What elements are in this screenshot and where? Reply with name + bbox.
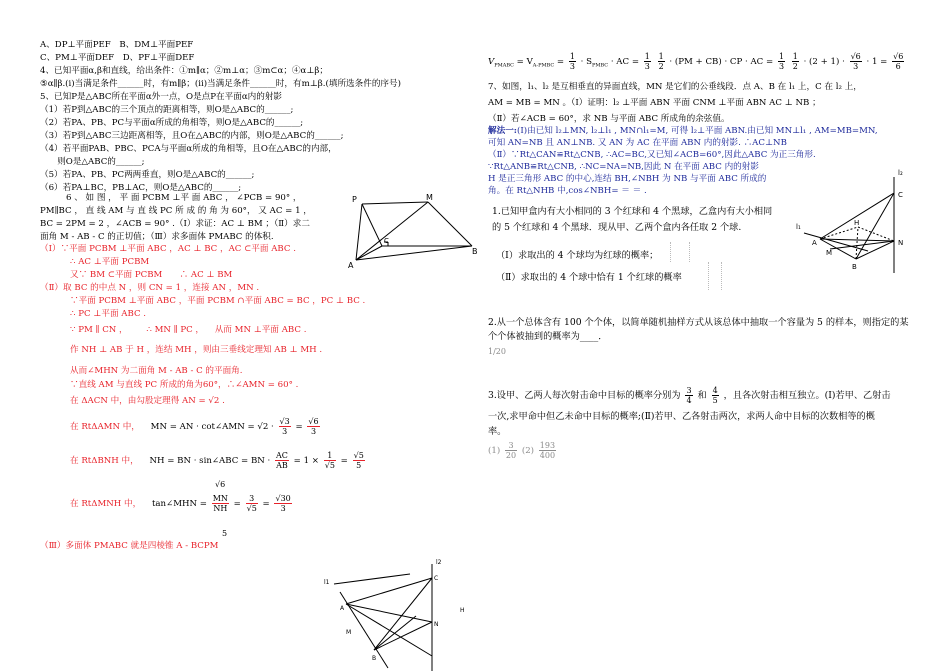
question-6-line: BC = 2PM = 2 ，∠ACB = 90° .（Ⅰ）求证：AC ⊥ BM ；（Ⅱ）求二: [40, 219, 310, 229]
volume-formula: $V_{PMABC} = V_{A-PMBC}$ = $\frac{1}{3}$ · $S_{PMBC}$ · AC = $\frac{1}{3}$ $\frac{1}{2}$ · (PM + CB) · CP · AC = $\frac{1}{3}$ $\frac{1}{2}$ · (2 + 1) · $\frac{√6}{3}$ · 1 = $\frac{√6}{6}$: [488, 52, 904, 71]
text-line: A、DP⊥平面PEF B、DM⊥平面PEF: [40, 40, 194, 50]
text-segment: 5: [222, 529, 228, 538]
point-label: C: [898, 191, 903, 199]
solution-line: （Ⅲ）多面体 PMABC 就是四棱锥 A - BCPM: [40, 541, 219, 551]
skew-lines-figure-2: [796, 165, 946, 273]
question-7-line: （Ⅱ）若∠ACB = 60°，求 NB 与平面 ABC 所成角的余弦值。: [488, 114, 730, 124]
point-label: H: [460, 607, 465, 614]
problem-1-line: 1.已知甲盒内有大小相同的 3 个红球和 4 个黑球，乙盒内有大小相同: [492, 206, 773, 217]
solution-7-line: 可知 AN=NB 且 AN⊥NB. 又 AN 为 AC 在平面 ABN 内的射影. ∴AC⊥NB: [488, 138, 787, 148]
point-label: A: [812, 239, 817, 247]
text-segment: = 1 ×: [293, 456, 319, 466]
line-label: l2: [436, 559, 442, 566]
solution-line: ∵直线 AM 与直线 PC 所成的角为60°，∴∠AMN = 60° .: [70, 380, 299, 390]
text-segment: √6: [215, 480, 226, 489]
text-segment: MN = AN · cot∠AMN = √2 ·: [150, 422, 274, 432]
point-label: P: [352, 195, 357, 204]
fraction: $\frac{√6}{3}$: [850, 52, 861, 71]
text-line: （1）若P到△ABC的三个顶点的距离相等，则O是△ABC的______;: [40, 105, 294, 115]
text-line: （4）若平面PAB、PBC、PCA与平面α所成的角相等，且O在△ABC的内部，: [40, 144, 337, 154]
fraction: $\frac{3}{20}$: [505, 441, 517, 460]
text-segment: 从而 MN ⊥平面 ABC .: [214, 325, 307, 335]
question-6-line: 面角 M - AB - C 的正切值；（Ⅲ）求多面体 PMABC 的体积.: [40, 232, 274, 242]
point-label: A: [340, 605, 345, 612]
fraction: $\frac{1}{3}$: [644, 52, 650, 71]
text-segment: NH = BN · sin∠ABC = BN ·: [149, 456, 271, 466]
text-line: （2）若PA、PB、PC与平面α所成的角相等，则O是△ABC的______;: [40, 118, 304, 128]
question-7-line: 7、如图，l₁、l₂ 是互相垂直的异面直线，MN 是它们的公垂线段．点 A、B 在 l₁ 上，C 在 l₂ 上，: [488, 82, 862, 92]
solution-line: （Ⅱ）取 BC 的中点 N ，则 CN = 1 ，连接 AN ，MN .: [40, 283, 260, 293]
fraction: $\frac{√3}{3}$: [279, 417, 290, 436]
pyramid-figure: [348, 190, 478, 270]
point-label: N: [898, 239, 904, 247]
point-label: A: [348, 261, 354, 270]
text-line: 则O是△ABC的______;: [40, 157, 145, 167]
right-column: [478, 0, 950, 671]
point-label: N: [434, 621, 439, 628]
solution-line: ∴ AC ⊥平面 PCBM: [70, 257, 150, 267]
solution-line: [70, 325, 306, 336]
text-segment: ∵ PM ∥ CN ，: [70, 325, 128, 335]
point-label: M: [426, 193, 433, 202]
faded-answer: [670, 242, 690, 262]
fraction: $\frac{1}{3}$: [778, 52, 785, 71]
point-label: M: [346, 629, 352, 636]
solution-line: ∵平面 PCBM ⊥平面 ABC ，平面 PCBM ∩平面 ABC = BC ，PC ⊥ BC .: [70, 296, 366, 306]
fraction: $\frac{4}{5}$: [712, 386, 718, 405]
fraction: $\frac{√5}{5}$: [353, 451, 364, 470]
question-6-line: 6 、 如 图 ， 平 面 PCBM ⊥平 面 ABC ， ∠PCB = 90° ，: [66, 193, 302, 203]
skew-lines-figure: [320, 556, 470, 671]
solution-line: ∴ PC ⊥平面 ABC .: [70, 309, 147, 319]
problem-1-line: （Ⅰ）求取出的 4 个球均为红球的概率；: [496, 250, 659, 261]
text-segment: tan∠MHN =: [151, 499, 207, 509]
point-label: H: [854, 219, 860, 227]
point-label: B: [472, 247, 478, 256]
solution-7-line: ∵Rt△ANB≌Rt△CNB, ∴NC=NA=NB,因此 N 在平面 ABC 内的射影: [488, 162, 759, 172]
line-label: l₁: [796, 223, 801, 231]
problem-2-line: 2.从一个总体含有 100 个个体，以简单随机抽样方式从该总体中抽取一个容量为 5 的样本，则指定的某: [488, 317, 909, 328]
text-line: 4、已知平面α,β和直线，给出条件：①m∥α；②m⊥α；③m⊂α；④α⊥β；: [40, 66, 328, 76]
question-7-line: AM = MB = MN 。（Ⅰ）证明：l₂ ⊥平面 ABN 平面 CNM ⊥平面 ABN AC ⊥ NB ；: [488, 98, 821, 108]
problem-1-line: （Ⅱ）求取出的 4 个球中恰有 1 个红球的概率: [496, 272, 682, 283]
text-segment: 在 RtΔMNH 中，: [70, 499, 142, 509]
solution-line: 在 ΔACN 中，由勾股定理得 AN = √2 .: [70, 396, 225, 406]
problem-3-answer: (1) $\frac{3}{20}$ (2) $\frac{193}{400}$: [488, 441, 556, 460]
point-label: C: [434, 575, 439, 582]
text-line: （6）若PA⊥BC，PB⊥AC，则O是△ABC的______;: [40, 183, 242, 193]
point-label: C: [384, 237, 389, 245]
point-label: B: [852, 263, 857, 271]
fraction: $\frac{1}{√5}$: [324, 451, 335, 470]
solution-line: 又∵ BM ⊂平面 PCBM ∴ AC ⊥ BM: [70, 270, 233, 280]
solution-7-line: 角。在 Rt△NHB 中,cos∠NBH= ＝ ＝ .: [488, 186, 647, 196]
text-segment: =: [295, 422, 303, 432]
text-segment: =: [233, 499, 241, 509]
fraction: $\frac{√6}{3}$: [308, 417, 319, 436]
problem-2-line: 个个体被抽到的概率为____．: [488, 331, 608, 342]
problem-1-line: 的 5 个红球和 4 个黑球．现从甲、乙两个盒内各任取 2 个球.: [492, 222, 742, 233]
solution-line: [70, 451, 367, 471]
question-6-line: PM∥BC ， 直 线 AM 与 直 线 PC 所 成 的 角 为 60°， 又 AC = 1 ，: [40, 206, 312, 216]
solution-7-line: （Ⅱ）∵Rt△CAN≌Rt△CNB, ∴AC=BC,又已知∠ACB=60°,因此△ABC 为正三角形.: [488, 150, 816, 160]
problem-2-answer: 1/20: [488, 347, 506, 356]
text-line: ⑤α∥β.(ⅰ)当满足条件______时，有m∥β；(ⅱ)当满足条件______时，有m⊥β.(填所选条件的序号): [40, 79, 401, 89]
text-line: （3）若P到△ABC三边距离相等，且O在△ABC的内部，则O是△ABC的______;: [40, 131, 344, 141]
solution-7-line: H 是正三角形 ABC 的中心,连结 BH,∠NBH 为 NB 与平面 ABC 所成的: [488, 174, 767, 184]
text-segment: 在 RtΔAMN 中，: [70, 422, 140, 432]
fraction: $\frac{1}{2}$: [792, 52, 798, 71]
solution-line: （Ⅰ）∵平面 PCBM ⊥平面 ABC ，AC ⊥ BC ，AC ⊂平面 ABC .: [40, 244, 296, 254]
problem-3-line: 一次,求甲命中但乙未命中目标的概率;(Ⅱ)若甲、乙各射击两次，求两人命中目标的次数相等的概: [488, 411, 875, 422]
text-line: （5）若PA、PB、PC两两垂直，则O是△ABC的______;: [40, 170, 255, 180]
line-label: l1: [324, 579, 330, 586]
solution-line: [70, 417, 322, 437]
text-line: 5、已知P是△ABC所在平面α外一点，O是点P在平面α内的射影: [40, 92, 283, 102]
text-segment: ∴ MN ∥ PC ，: [146, 325, 205, 335]
fraction: $\frac{193}{400}$: [539, 441, 556, 460]
text-segment: 在 RtΔBNH 中，: [70, 456, 139, 466]
text-segment: =: [262, 499, 270, 509]
fraction: $\frac{1}{3}$: [569, 52, 575, 71]
solution-line: 作 NH ⊥ AB 于 H ，连结 MH ，则由三垂线定理知 AB ⊥ MH .: [70, 345, 323, 355]
problem-3-line: 3.设甲、乙两人每次射击命中目标的概率分别为 $\frac{3}{4}$ 和 $\frac{4}{5}$ ，且各次射击相互独立。(Ⅰ)若甲、乙射击: [488, 386, 891, 405]
solution-line: 从而∠MHN 为二面角 M - AB - C 的平面角.: [70, 366, 243, 376]
solution-line: [70, 494, 294, 514]
fraction: $\frac{3}{4}$: [686, 386, 692, 405]
fraction: $\frac{√6}{6}$: [893, 52, 904, 71]
point-label: M: [826, 249, 833, 257]
fraction: $\frac{1}{2}$: [658, 52, 664, 71]
fraction: $\frac{√30}{3}$: [275, 494, 291, 513]
solution-7-line: 解法一:(Ⅰ)由已知 l₂⊥MN, l₂⊥l₁ , MN∩l₁=M, 可得 l₂⊥平面 ABN.由已知 MN⊥l₁ , AM=MB=MN,: [488, 126, 878, 136]
fraction: $\frac{MN}{NH}$: [212, 494, 228, 513]
point-label: B: [372, 655, 377, 662]
faded-answer: [708, 262, 722, 290]
text-segment: =: [340, 456, 348, 466]
fraction: $\frac{AC}{AB}$: [276, 451, 288, 470]
fraction: $\frac{3}{√5}$: [246, 494, 257, 513]
line-label: l₂: [898, 169, 903, 177]
problem-3-line: 率。: [488, 426, 507, 437]
text-line: C、PM⊥平面DEF D、PF⊥平面DEF: [40, 53, 195, 63]
